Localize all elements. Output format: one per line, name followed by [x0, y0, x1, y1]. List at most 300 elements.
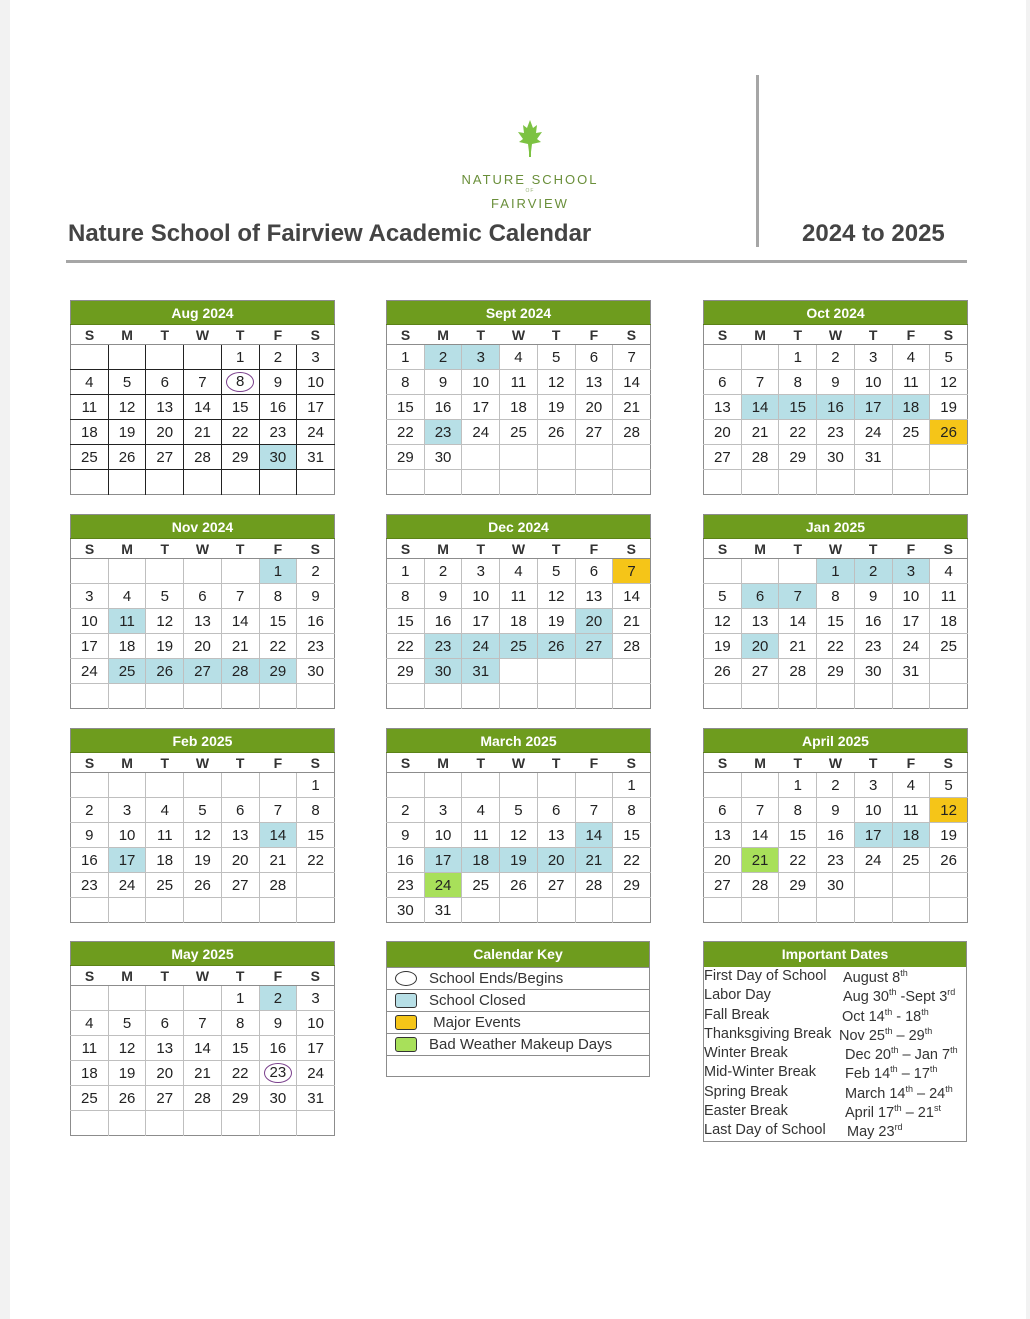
empty-day-cell	[892, 873, 930, 898]
week-row	[387, 773, 651, 798]
day-cell: 27	[537, 873, 575, 898]
weekday-label: S	[71, 325, 109, 345]
day-cell: 15	[779, 395, 817, 420]
weekday-label: T	[146, 966, 184, 986]
day-cell: 11	[462, 823, 500, 848]
day-cell: 1	[221, 986, 259, 1011]
empty-day-cell	[779, 898, 817, 923]
empty-day-cell	[704, 559, 742, 584]
week-row	[704, 559, 968, 584]
weekday-label: S	[704, 325, 742, 345]
weekday-label: W	[817, 325, 855, 345]
weekday-label: F	[892, 325, 930, 345]
month-title: Feb 2025	[71, 729, 335, 753]
day-cell: 1	[779, 773, 817, 798]
important-date-value: March 14th – 24th	[845, 1083, 953, 1102]
empty-day-cell	[537, 470, 575, 495]
day-cell: 16	[817, 823, 855, 848]
day-cell: 2	[854, 559, 892, 584]
week-row	[704, 848, 968, 873]
day-cell: 20	[741, 634, 779, 659]
empty-day-cell	[259, 773, 297, 798]
day-cell: 4	[500, 559, 538, 584]
day-cell: 1	[297, 773, 335, 798]
empty-day-cell	[221, 773, 259, 798]
day-cell: 3	[854, 345, 892, 370]
ordinal-suffix: th	[888, 987, 897, 998]
day-cell: 29	[387, 659, 425, 684]
day-cell: 25	[500, 420, 538, 445]
week-row	[387, 684, 651, 709]
day-cell: 27	[221, 873, 259, 898]
week-row	[704, 823, 968, 848]
day-cell: 14	[575, 823, 613, 848]
day-cell: 14	[741, 823, 779, 848]
empty-day-cell	[930, 898, 968, 923]
day-cell: 29	[779, 445, 817, 470]
empty-day-cell	[108, 986, 146, 1011]
day-cell: 6	[704, 798, 742, 823]
important-date-name: Thanksgiving Break	[704, 1025, 832, 1042]
week-row	[71, 1036, 335, 1061]
day-cell: 7	[184, 1011, 222, 1036]
empty-day-cell	[146, 470, 184, 495]
day-cell: 22	[817, 634, 855, 659]
empty-day-cell	[221, 559, 259, 584]
empty-day-cell	[108, 470, 146, 495]
day-cell: 20	[146, 420, 184, 445]
day-cell: 16	[387, 848, 425, 873]
month-title: Jan 2025	[704, 515, 968, 539]
empty-day-cell	[146, 684, 184, 709]
day-cell: 13	[575, 370, 613, 395]
day-cell: 12	[537, 370, 575, 395]
day-cell: 6	[537, 798, 575, 823]
day-cell: 23	[387, 873, 425, 898]
day-cell: 30	[424, 445, 462, 470]
important-date-value: Feb 14th – 17th	[845, 1064, 938, 1083]
logo-text-line1: NATURE SCHOOL	[461, 172, 599, 187]
day-cell: 25	[462, 873, 500, 898]
day-cell: 30	[854, 659, 892, 684]
empty-day-cell	[779, 684, 817, 709]
calendar-page	[10, 0, 1026, 1319]
empty-day-cell	[892, 445, 930, 470]
day-cell: 4	[108, 584, 146, 609]
weekday-label: T	[779, 753, 817, 773]
important-date-name: Fall Break	[704, 1006, 770, 1023]
day-cell: 22	[613, 848, 651, 873]
day-cell: 14	[259, 823, 297, 848]
week-row	[387, 470, 651, 495]
day-cell: 4	[71, 1011, 109, 1036]
week-row	[387, 420, 651, 445]
weekday-label: S	[704, 753, 742, 773]
empty-day-cell	[704, 470, 742, 495]
day-cell: 28	[741, 445, 779, 470]
day-cell: 12	[146, 609, 184, 634]
weekday-label: M	[741, 325, 779, 345]
day-cell: 8	[259, 584, 297, 609]
weekday-label: S	[71, 539, 109, 559]
ordinal-suffix: th	[905, 1083, 913, 1094]
day-cell: 23	[297, 634, 335, 659]
day-cell: 21	[184, 1061, 222, 1086]
day-cell: 27	[184, 659, 222, 684]
empty-day-cell	[854, 684, 892, 709]
weekday-label: W	[184, 966, 222, 986]
week-row	[387, 634, 651, 659]
day-cell: 13	[537, 823, 575, 848]
empty-day-cell	[537, 445, 575, 470]
weekday-label: S	[387, 539, 425, 559]
day-cell: 29	[259, 659, 297, 684]
month-title: Dec 2024	[387, 515, 651, 539]
day-cell: 29	[387, 445, 425, 470]
empty-day-cell	[779, 559, 817, 584]
empty-day-cell	[108, 559, 146, 584]
day-cell: 10	[854, 798, 892, 823]
day-cell: 19	[108, 1061, 146, 1086]
week-row	[71, 873, 335, 898]
day-cell: 28	[184, 445, 222, 470]
week-row	[387, 345, 651, 370]
month-title: April 2025	[704, 729, 968, 753]
key-item-school-closed	[387, 989, 649, 1011]
weekday-label: T	[854, 753, 892, 773]
empty-day-cell	[500, 898, 538, 923]
day-cell: 17	[462, 609, 500, 634]
logo-text-of: OF	[525, 188, 535, 194]
important-date-value: Oct 14th - 18th	[842, 1006, 929, 1025]
day-cell: 5	[930, 345, 968, 370]
weekday-label: M	[108, 753, 146, 773]
empty-day-cell	[108, 345, 146, 370]
important-date-row	[704, 986, 966, 1005]
weekday-label: T	[146, 539, 184, 559]
day-cell: 10	[71, 609, 109, 634]
day-cell: 24	[462, 634, 500, 659]
day-cell: 27	[575, 420, 613, 445]
week-row	[704, 395, 968, 420]
day-cell: 4	[71, 370, 109, 395]
ordinal-suffix: th	[921, 1006, 929, 1017]
important-date-name: Labor Day	[704, 987, 771, 1004]
important-date-value: April 17th – 21st	[845, 1103, 941, 1121]
day-cell: 15	[221, 1036, 259, 1061]
empty-day-cell	[108, 773, 146, 798]
day-cell: 27	[146, 445, 184, 470]
day-cell: 11	[892, 798, 930, 823]
empty-day-cell	[184, 559, 222, 584]
empty-day-cell	[704, 898, 742, 923]
day-cell: 9	[424, 584, 462, 609]
day-cell: 3	[297, 986, 335, 1011]
important-date-name: Spring Break	[704, 1083, 788, 1100]
empty-day-cell	[537, 684, 575, 709]
week-row	[71, 1061, 335, 1086]
empty-day-cell	[146, 559, 184, 584]
weekday-label: M	[424, 753, 462, 773]
day-cell: 11	[500, 370, 538, 395]
month-title: Aug 2024	[71, 301, 335, 325]
day-cell: 8	[221, 1011, 259, 1036]
empty-day-cell	[613, 684, 651, 709]
empty-day-cell	[741, 684, 779, 709]
important-date-name: Last Day of School	[704, 1122, 826, 1139]
week-row	[704, 370, 968, 395]
day-cell: 7	[741, 370, 779, 395]
day-cell: 19	[184, 848, 222, 873]
day-cell: 9	[71, 823, 109, 848]
day-cell: 12	[500, 823, 538, 848]
day-cell: 7	[613, 345, 651, 370]
weekday-label: T	[146, 753, 184, 773]
day-cell: 6	[741, 584, 779, 609]
ordinal-suffix: th	[945, 1083, 953, 1094]
empty-day-cell	[817, 470, 855, 495]
day-cell: 14	[613, 584, 651, 609]
day-cell: 12	[930, 798, 968, 823]
day-cell: 12	[537, 584, 575, 609]
day-cell: 23	[71, 873, 109, 898]
empty-day-cell	[424, 684, 462, 709]
day-cell: 4	[892, 773, 930, 798]
ordinal-suffix: th	[890, 1045, 899, 1056]
important-date-value: May 23rd	[847, 1122, 903, 1141]
key-item-label: School Ends/Begins	[429, 970, 564, 987]
empty-day-cell	[462, 684, 500, 709]
day-cell	[259, 1061, 297, 1086]
calendar-key	[386, 941, 650, 1077]
day-cell: 13	[184, 609, 222, 634]
empty-day-cell	[221, 684, 259, 709]
day-cell: 26	[146, 659, 184, 684]
day-cell: 19	[146, 634, 184, 659]
day-cell: 3	[424, 798, 462, 823]
day-cell: 24	[297, 420, 335, 445]
weekday-label: S	[930, 753, 968, 773]
week-row	[71, 986, 335, 1011]
empty-day-cell	[462, 773, 500, 798]
day-cell: 9	[817, 798, 855, 823]
day-cell: 31	[854, 445, 892, 470]
weekday-label: T	[537, 753, 575, 773]
day-cell: 17	[892, 609, 930, 634]
month-aug-2024	[70, 300, 335, 495]
leaf-icon	[515, 118, 545, 158]
day-cell: 5	[537, 345, 575, 370]
day-cell: 8	[387, 370, 425, 395]
ordinal-suffix: th	[929, 1064, 938, 1075]
day-cell: 28	[184, 1086, 222, 1111]
important-date-value: August 8th	[843, 968, 908, 986]
day-cell: 26	[537, 420, 575, 445]
day-cell: 13	[146, 1036, 184, 1061]
week-row	[71, 1086, 335, 1111]
week-row	[387, 445, 651, 470]
empty-day-cell	[462, 898, 500, 923]
day-cell: 7	[259, 798, 297, 823]
weekday-label: S	[930, 539, 968, 559]
empty-day-cell	[930, 873, 968, 898]
day-cell: 24	[892, 634, 930, 659]
important-date-row	[704, 1083, 966, 1102]
important-date-row	[704, 1121, 966, 1140]
day-cell: 16	[259, 1036, 297, 1061]
day-cell: 10	[854, 370, 892, 395]
day-cell: 26	[930, 420, 968, 445]
empty-day-cell	[613, 445, 651, 470]
empty-day-cell	[930, 445, 968, 470]
ordinal-suffix: th	[950, 1045, 958, 1056]
weekday-label: T	[221, 325, 259, 345]
empty-day-cell	[221, 898, 259, 923]
empty-day-cell	[71, 773, 109, 798]
day-cell: 4	[146, 798, 184, 823]
weekday-label: T	[462, 539, 500, 559]
day-cell: 30	[424, 659, 462, 684]
ordinal-suffix: th	[890, 1064, 898, 1075]
important-date-row	[704, 1102, 966, 1121]
day-cell: 30	[259, 445, 297, 470]
day-cell: 25	[892, 848, 930, 873]
empty-day-cell	[184, 773, 222, 798]
day-cell: 14	[221, 609, 259, 634]
day-cell: 6	[575, 559, 613, 584]
day-cell: 24	[854, 420, 892, 445]
day-cell: 28	[613, 420, 651, 445]
day-cell: 3	[462, 345, 500, 370]
day-cell: 24	[297, 1061, 335, 1086]
day-cell: 22	[221, 420, 259, 445]
day-cell: 2	[817, 345, 855, 370]
day-cell: 25	[146, 873, 184, 898]
logo-text-line2: FAIRVIEW	[491, 196, 569, 211]
day-cell: 6	[184, 584, 222, 609]
day-cell: 17	[297, 395, 335, 420]
weekday-label: W	[184, 325, 222, 345]
day-cell: 27	[741, 659, 779, 684]
day-cell: 25	[71, 445, 109, 470]
week-row	[71, 420, 335, 445]
day-cell: 11	[71, 1036, 109, 1061]
day-cell: 10	[297, 1011, 335, 1036]
day-cell: 20	[146, 1061, 184, 1086]
empty-day-cell	[892, 684, 930, 709]
empty-day-cell	[387, 773, 425, 798]
day-cell: 25	[108, 659, 146, 684]
week-row	[71, 584, 335, 609]
week-row	[704, 470, 968, 495]
important-date-value: Nov 25th – 29th	[839, 1025, 933, 1044]
empty-day-cell	[575, 445, 613, 470]
weekday-label: M	[424, 539, 462, 559]
day-cell: 6	[146, 370, 184, 395]
day-cell: 4	[462, 798, 500, 823]
empty-day-cell	[741, 773, 779, 798]
day-cell: 5	[704, 584, 742, 609]
week-row	[71, 395, 335, 420]
weekday-label: W	[817, 753, 855, 773]
month-dec-2024	[386, 514, 651, 709]
day-cell: 5	[930, 773, 968, 798]
day-cell: 28	[779, 659, 817, 684]
day-cell: 11	[146, 823, 184, 848]
week-row	[71, 634, 335, 659]
important-dates-title: Important Dates	[704, 942, 966, 967]
week-row	[387, 559, 651, 584]
day-cell: 10	[424, 823, 462, 848]
day-cell: 13	[575, 584, 613, 609]
weekday-label: S	[613, 753, 651, 773]
empty-day-cell	[146, 898, 184, 923]
empty-day-cell	[424, 773, 462, 798]
week-row	[704, 798, 968, 823]
day-cell: 9	[817, 370, 855, 395]
weekday-label: W	[500, 753, 538, 773]
empty-day-cell	[817, 684, 855, 709]
day-cell: 10	[297, 370, 335, 395]
day-cell: 31	[297, 445, 335, 470]
day-cell: 3	[71, 584, 109, 609]
day-cell: 1	[387, 559, 425, 584]
month-title: Sept 2024	[387, 301, 651, 325]
month-april-2025	[703, 728, 968, 923]
day-cell: 31	[297, 1086, 335, 1111]
day-cell: 24	[71, 659, 109, 684]
weekday-label: T	[221, 753, 259, 773]
day-cell: 18	[146, 848, 184, 873]
empty-day-cell	[704, 684, 742, 709]
header-rule	[66, 260, 967, 263]
empty-day-cell	[500, 773, 538, 798]
weekday-label: S	[387, 325, 425, 345]
week-row	[704, 873, 968, 898]
day-cell: 19	[537, 395, 575, 420]
ordinal-suffix: th	[924, 1025, 933, 1036]
empty-day-cell	[537, 659, 575, 684]
week-row	[387, 395, 651, 420]
day-cell: 17	[71, 634, 109, 659]
empty-day-cell	[575, 659, 613, 684]
empty-day-cell	[704, 345, 742, 370]
day-cell: 21	[613, 609, 651, 634]
day-cell: 17	[462, 395, 500, 420]
day-cell: 27	[704, 445, 742, 470]
day-cell: 21	[184, 420, 222, 445]
day-cell: 10	[462, 370, 500, 395]
empty-day-cell	[930, 659, 968, 684]
day-cell: 20	[704, 420, 742, 445]
empty-day-cell	[221, 1111, 259, 1136]
weekday-label: T	[146, 325, 184, 345]
empty-day-cell	[184, 986, 222, 1011]
day-cell: 17	[108, 848, 146, 873]
week-row	[71, 823, 335, 848]
day-cell: 10	[108, 823, 146, 848]
weekday-label: W	[500, 325, 538, 345]
weekday-label: F	[575, 539, 613, 559]
weekday-label: S	[387, 753, 425, 773]
important-date-row	[704, 1063, 966, 1082]
day-cell: 18	[930, 609, 968, 634]
day-cell: 4	[500, 345, 538, 370]
week-row	[704, 345, 968, 370]
week-row	[71, 659, 335, 684]
day-cell: 16	[854, 609, 892, 634]
important-dates-list	[704, 967, 966, 1141]
